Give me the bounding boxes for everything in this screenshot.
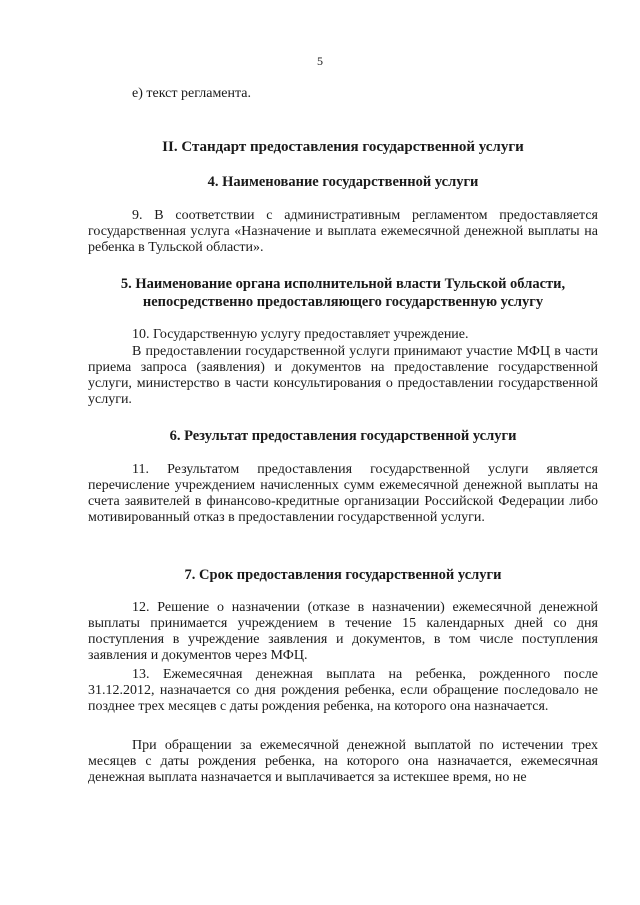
page-number: 5 — [317, 54, 323, 68]
heading-item-4: 4. Наименование государственной услуги — [207, 174, 479, 190]
heading-item-5-line-1: 5. Наименование органа исполнительной власти Тульской области, — [120, 276, 566, 292]
paragraph-13: 13. Ежемесячная денежная выплата на ребенка, рожденного после 31.12.2012, назначается со дня рождения ребенка, если обращение последовало не позднее трех месяцев с даты рождения ребенка, на которого она назначается. — [88, 667, 598, 714]
section-title: II. Стандарт предоставления государственной услуги — [162, 139, 524, 155]
heading-item-6: 6. Результат предоставления государственной услуги — [169, 428, 517, 444]
intro-line: е) текст регламента. — [132, 86, 252, 101]
paragraph-13-continuation: При обращении за ежемесячной денежной выплатой по истечении трех месяцев с даты рождения ребенка, на которого она назначается, ежемесячная денежная выплата назначается и выплачивается за истекшее время, но не — [88, 738, 598, 785]
paragraph-11: 11. Результатом предоставления государственной услуги является перечисление учреждением начисленных сумм ежемесячной денежной выплаты на счета заявителей в финансово-кредитные организации Российской Федерации либо мотивированный отказ в предоставлении государственной услуги. — [88, 462, 598, 525]
paragraph-12: 12. Решение о назначении (отказе в назначении) ежемесячной денежной выплаты принимается учреждением в течение 15 календарных дней со дня поступления в учреждение заявления и документов, в том числе поступления заявления и документов через МФЦ. — [88, 600, 598, 663]
paragraph-10: 10. Государственную услугу предоставляет учреждение. — [132, 327, 469, 342]
paragraph-10-participation: В предоставлении государственной услуги принимают участие МФЦ в части приема запроса (заявления) и документов на предоставление государственной услуги, министерство в части консультирования о предоставлении государственной услуги. — [88, 344, 598, 407]
heading-item-5-line-2: непосредственно предоставляющего государственную услугу — [142, 294, 544, 310]
heading-item-7: 7. Срок предоставления государственной услуги — [184, 567, 502, 583]
paragraph-9: 9. В соответствии с административным регламентом предоставляется государственная услуга «Назначение и выплата ежемесячной денежной выплаты на ребенка в Тульской области». — [88, 208, 598, 255]
